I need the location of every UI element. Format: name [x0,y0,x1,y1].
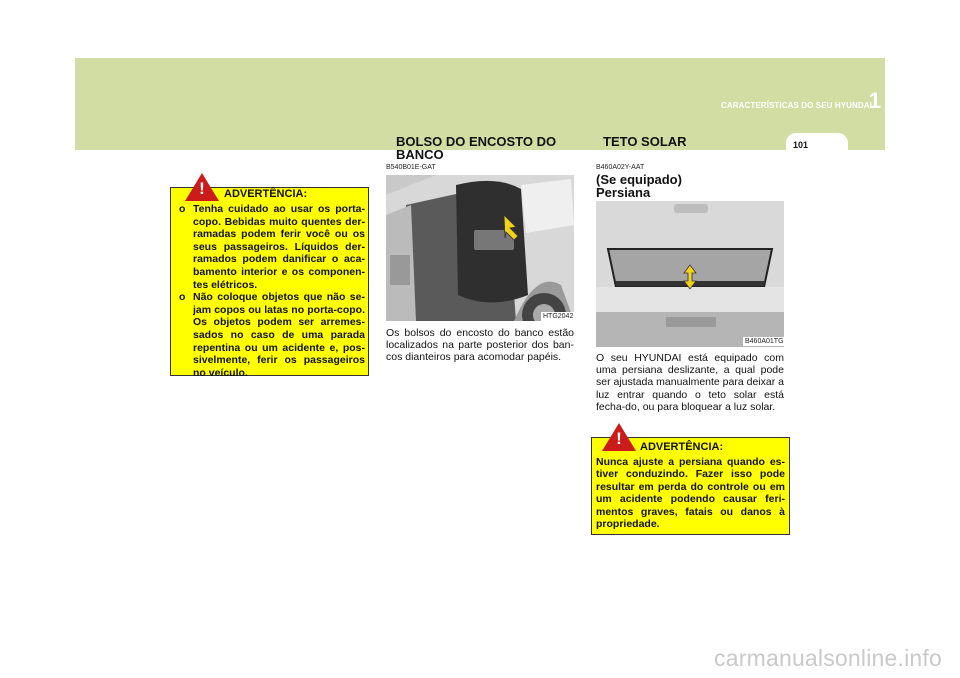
section-title-line1: BOLSO DO ENCOSTO DO [396,134,557,149]
warning-item [179,291,365,379]
exclamation-icon: ! [199,179,205,198]
sub-heading-line2: Persiana [596,185,651,200]
sunroof-body: O seu HYUNDAI está equipado com uma persiana deslizante, a qual pode ser ajustada manualmente para deixar a luz entrar quando o teto solar está fecha-do, ou para bloquear a luz solar. [596,352,784,413]
bullet: o [179,203,186,215]
warning-title: ADVERTÊNCIA: [224,188,308,200]
sub-heading-line1: (Se equipado) [596,172,682,187]
warning-item [179,203,365,291]
exclamation-icon: ! [616,429,622,448]
sunroof-photo-caption: B460A01TG [745,338,784,345]
sunroof-code: B460A02Y-AAT [596,164,645,171]
watermark: carmanualsonline.info [714,645,942,671]
seat-pocket-photo [386,175,574,321]
section-title-sunroof: TETO SOLAR [603,134,687,149]
section-title-seat-pocket [396,135,556,161]
cupholder-warning-box [170,179,369,379]
sunroof-warning-box [591,429,790,535]
section-title-line2: BANCO [396,147,444,162]
bullet: o [179,291,186,304]
warning-title: ADVERTÊNCIA: [640,441,724,453]
warning-list [179,203,365,379]
sunroof-sub-heading [596,173,682,199]
warning-item-text: Tenha cuidado ao usar os porta-copo. Bebidas muito quentes der-ramadas podem ferir você ou os seus passageiros. Líquidos der-ramados podem danificar o aca-bamento interior e os componen-tes elétricos. [193,203,365,291]
warning-item-text: Não coloque objetos que não se-jam copos ou latas no porta-copo. Os objetos podem ser arremes-sados no caso de uma parada repentina ou um acidente e, pos-sivelmente, ferir os passageiros no veículo. [193,291,365,379]
seat-pocket-illustration [386,175,574,321]
chapter-title: CARACTERÍSTICAS DO SEU HYUNDAI [720,101,872,110]
sunroof-shade-illustration [596,201,784,347]
sunroof-shade-photo [596,201,784,347]
seat-pocket-body: Os bolsos do encosto do banco estão localizados na parte posterior dos ban-cos dianteiros para acomodar papéis. [386,327,574,364]
page-number: 101 [793,140,809,150]
chapter-number: 1 [868,88,881,113]
seat-pocket-code: B540B01E-GAT [386,164,436,171]
sunroof-warning-text: Nunca ajuste a persiana quando es-tiver conduzindo. Fazer isso pode resultar em perda do controle ou em um acidente podendo causar feri-mentos graves, fatais ou danos à propriedade. [596,456,785,531]
seat-pocket-photo-caption: HTG2042 [543,313,574,320]
